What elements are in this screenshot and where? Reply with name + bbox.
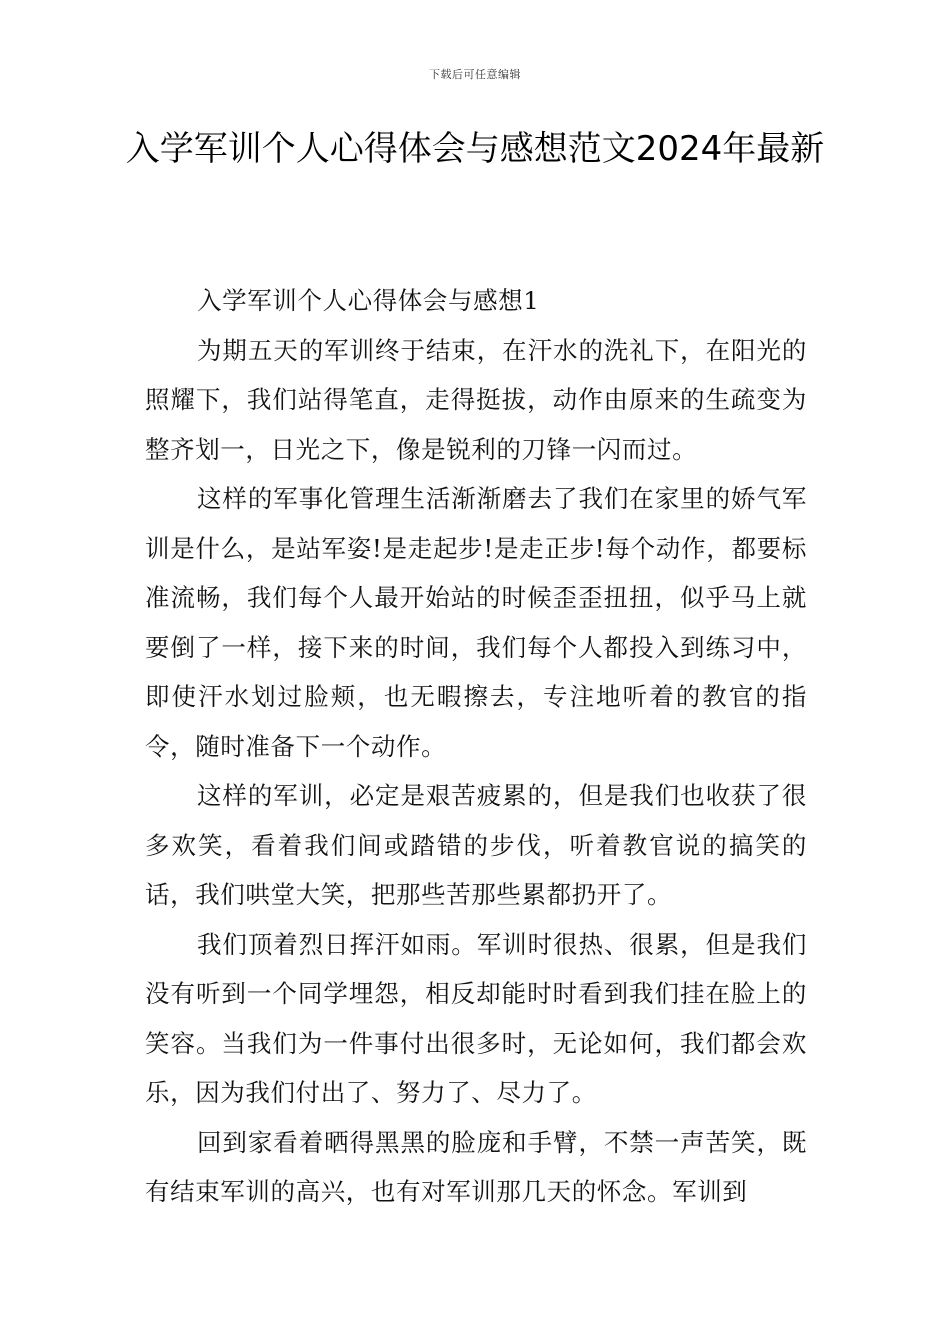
paragraph: 这样的军事化管理生活渐渐磨去了我们在家里的娇气军训是什么，是站军姿!是走起步!是走正步!每个动作，都要标准流畅，我们每个人最开始站的时候歪歪扭扭，似乎马上就要倒了一样，接下来的时间，我们每个人都投入到练习中，即使汗水划过脸颊，也无暇擦去，专注地听着的教官的指令，随时准备下一个动作。 <box>145 484 807 761</box>
document-title: 入学军训个人心得体会与感想范文2024年最新 <box>125 129 825 169</box>
paragraph: 我们顶着烈日挥汗如雨。军训时很热、很累，但是我们没有听到一个同学埋怨，相反却能时时看到我们挂在脸上的笑容。当我们为一件事付出很多时，无论如何，我们都会欢乐，因为我们付出了、努力了、尽力了。 <box>145 929 807 1107</box>
paragraph: 回到家看着晒得黑黑的脸庞和手臂，不禁一声苦笑，既有结束军训的高兴，也有对军训那几天的怀念。军训到 <box>145 1127 807 1206</box>
section-heading: 入学军训个人心得体会与感想1 <box>197 286 540 315</box>
document-body <box>145 276 807 1217</box>
paragraph: 这样的军训，必定是艰苦疲累的，但是我们也收获了很多欢笑，看着我们间或踏错的步伐，听着教官说的搞笑的话，我们哄堂大笑，把那些苦那些累都扔开了。 <box>145 781 807 909</box>
paragraph: 为期五天的军训终于结束，在汗水的洗礼下，在阳光的照耀下，我们站得笔直，走得挺拔，动作由原来的生疏变为整齐划一，日光之下，像是锐利的刀锋一闪而过。 <box>145 335 807 464</box>
header-note: 下载后可任意编辑 <box>429 68 521 81</box>
